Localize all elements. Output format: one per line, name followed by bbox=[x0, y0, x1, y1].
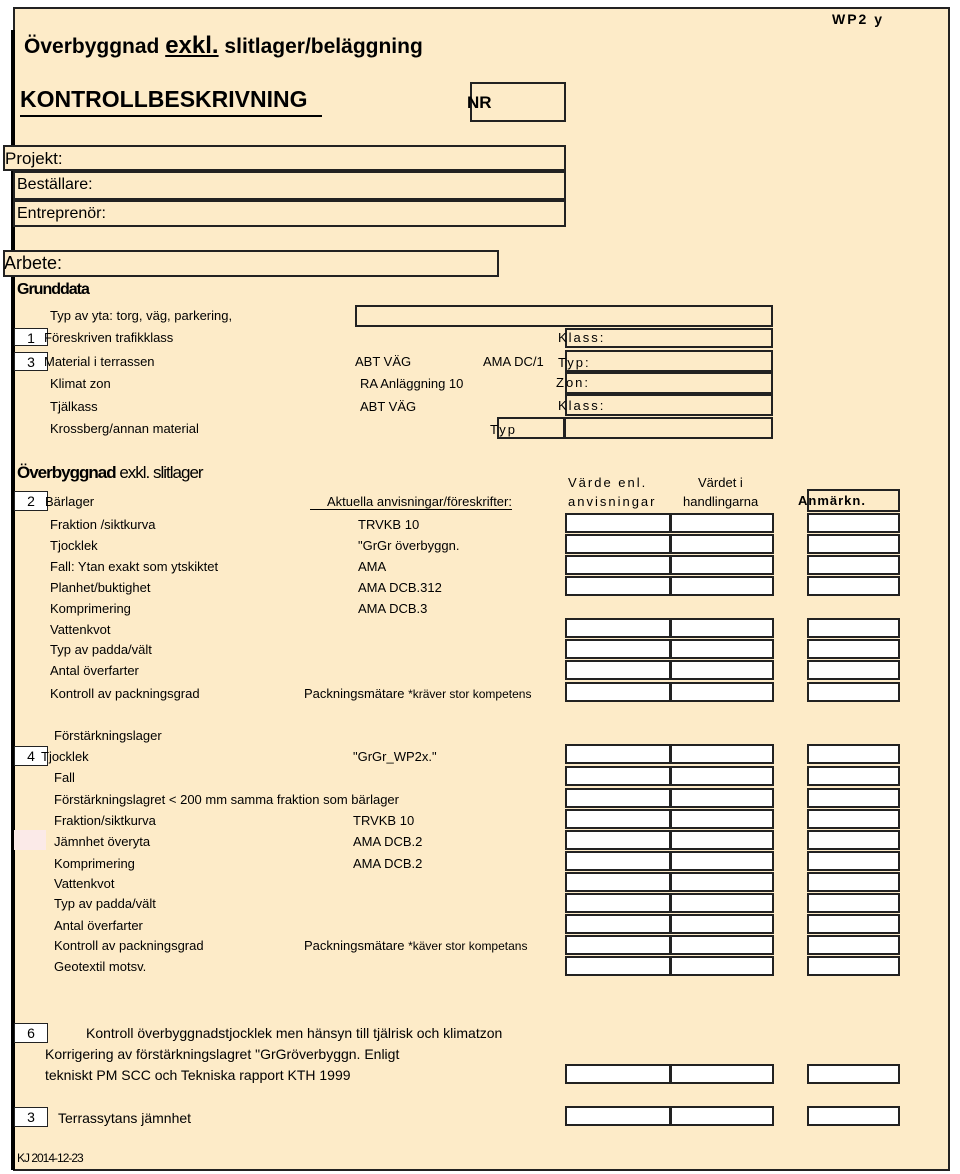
barlager-varde-cell-6[interactable] bbox=[565, 618, 671, 638]
forst-row-4-label: Fraktion/siktkurva bbox=[54, 813, 156, 828]
barlager-label: Bärlager bbox=[45, 494, 95, 509]
highlight-cell bbox=[14, 830, 46, 850]
row-number-3b: 3 bbox=[14, 1107, 48, 1127]
forst-row-6-label: Komprimering bbox=[54, 856, 135, 871]
forst-row-7-label: Vattenkvot bbox=[54, 876, 115, 891]
klass-label-1: Klass: bbox=[558, 330, 606, 345]
barlager-row-7-label: Typ av padda/vält bbox=[50, 642, 152, 657]
row-number-6: 6 bbox=[14, 1023, 48, 1043]
row-number-4: 4 bbox=[14, 746, 48, 766]
forst-handl-cell-5[interactable] bbox=[670, 830, 774, 850]
grunddata-heading: Grunddata bbox=[17, 281, 89, 298]
arbete-field[interactable] bbox=[3, 250, 499, 277]
krossberg-typ-field[interactable] bbox=[497, 417, 773, 439]
forst-row-10-label: Kontroll av packningsgrad bbox=[54, 938, 204, 953]
barlager-row-5-ref: AMA DCB.3 bbox=[358, 601, 428, 616]
krossberg-label: Krossberg/annan material bbox=[50, 421, 199, 436]
forst-anm-cell-10[interactable] bbox=[807, 935, 900, 955]
forst-row-3-label: Förstärkningslagret < 200 mm samma fraktion som bärlager bbox=[54, 792, 399, 807]
forst-varde-cell-11[interactable] bbox=[565, 956, 671, 976]
forst-varde-cell-6[interactable] bbox=[565, 851, 671, 871]
nr-label: NR bbox=[467, 93, 492, 112]
anvisningar-header: Aktuella anvisningar/föreskrifter: bbox=[310, 495, 512, 510]
forst-row-8-label: Typ av padda/vält bbox=[54, 896, 156, 911]
page-title: Överbyggnad exkl. slitlager/beläggning bbox=[24, 32, 423, 59]
forst-varde-cell-1[interactable] bbox=[565, 744, 671, 764]
barlager-row-4-ref: AMA DCB.312 bbox=[358, 580, 442, 595]
bestallare-label: Beställare: bbox=[17, 176, 93, 193]
barlager-handl-cell-9[interactable] bbox=[670, 682, 774, 702]
forst-handl-cell-11[interactable] bbox=[670, 956, 774, 976]
forst-handl-cell-6[interactable] bbox=[670, 851, 774, 871]
material-label: Material i terrassen bbox=[44, 354, 155, 369]
forst-handl-cell-1[interactable] bbox=[670, 744, 774, 764]
barlager-handl-cell-8[interactable] bbox=[670, 660, 774, 680]
forst-row-6-ref: AMA DCB.2 bbox=[353, 856, 423, 871]
barlager-row-1-label: Fraktion /siktkurva bbox=[50, 517, 156, 532]
barlager-varde-cell-8[interactable] bbox=[565, 660, 671, 680]
forst-varde-cell-5[interactable] bbox=[565, 830, 671, 850]
barlager-packningsmatare: Packningsmätare *kräver stor kompetens bbox=[304, 686, 532, 701]
forst-heading: Förstärkningslager bbox=[54, 728, 162, 743]
terrass-anm-cell[interactable] bbox=[807, 1106, 900, 1126]
projekt-label: Projekt: bbox=[5, 149, 63, 168]
forst-handl-cell-10[interactable] bbox=[670, 935, 774, 955]
forst-anm-cell-8[interactable] bbox=[807, 893, 900, 913]
barlager-row-3-ref: AMA bbox=[358, 559, 387, 574]
kontroll-line-3: tekniskt PM SCC och Tekniska rapport KTH 1999 bbox=[45, 1067, 351, 1083]
forst-anm-cell-11[interactable] bbox=[807, 956, 900, 976]
row-number-3: 3 bbox=[14, 352, 48, 371]
typ-av-yta-field[interactable] bbox=[355, 305, 773, 327]
forst-anm-cell-6[interactable] bbox=[807, 851, 900, 871]
forst-row-4-ref: TRVKB 10 bbox=[353, 813, 415, 828]
forst-varde-cell-8[interactable] bbox=[565, 893, 671, 913]
overbyggnad-heading: Överbyggnad exkl. slitlager bbox=[17, 463, 203, 482]
forst-row-5-label: Jämnhet överyta bbox=[54, 834, 151, 849]
forst-anm-cell-7[interactable] bbox=[807, 872, 900, 892]
kontroll-varde-cell[interactable] bbox=[565, 1064, 671, 1084]
barlager-handl-cell-6[interactable] bbox=[670, 618, 774, 638]
typ-av-yta-label: Typ av yta: torg, väg, parkering, bbox=[50, 308, 233, 323]
abt-vag-ref-2: ABT VÄG bbox=[360, 399, 417, 414]
kontroll-anm-cell[interactable] bbox=[807, 1064, 900, 1084]
forst-anm-cell-5[interactable] bbox=[807, 830, 900, 850]
barlager-anm-cell-4[interactable] bbox=[807, 576, 900, 596]
barlager-varde-cell-1[interactable] bbox=[565, 513, 671, 533]
zon-field[interactable] bbox=[565, 372, 773, 394]
arbete-label: Arbete: bbox=[4, 253, 63, 273]
barlager-anm-cell-7[interactable] bbox=[807, 639, 900, 659]
barlager-handl-cell-3[interactable] bbox=[670, 555, 774, 575]
barlager-anm-cell-3[interactable] bbox=[807, 555, 900, 575]
col-header-varde-2: anvisningar bbox=[568, 494, 657, 509]
kontroll-handl-cell[interactable] bbox=[670, 1064, 774, 1084]
barlager-row-9-label: Kontroll av packningsgrad bbox=[50, 686, 200, 701]
forst-handl-cell-3[interactable] bbox=[670, 788, 774, 808]
forst-varde-cell-2[interactable] bbox=[565, 766, 671, 786]
trafikklass-label: Föreskriven trafikklass bbox=[44, 330, 174, 345]
col-header-varde-1: Värde enl. bbox=[568, 475, 648, 490]
forst-handl-cell-2[interactable] bbox=[670, 766, 774, 786]
row-number-1: 1 bbox=[14, 328, 48, 346]
row-number-2: 2 bbox=[14, 491, 48, 511]
col-header-anm: Anmärkn. bbox=[798, 493, 866, 508]
barlager-anm-cell-9[interactable] bbox=[807, 682, 900, 702]
barlager-anm-cell-1[interactable] bbox=[807, 513, 900, 533]
zon-label: Zon: bbox=[556, 375, 591, 390]
forst-varde-cell-10[interactable] bbox=[565, 935, 671, 955]
barlager-anm-cell-6[interactable] bbox=[807, 618, 900, 638]
barlager-row-1-ref: TRVKB 10 bbox=[358, 517, 420, 532]
projekt-field[interactable] bbox=[3, 145, 566, 171]
footer-date: KJ 2014-12-23 bbox=[17, 1151, 83, 1165]
forst-packningsmatare: Packningsmätare *käver stor kompetans bbox=[304, 938, 528, 953]
barlager-varde-cell-3[interactable] bbox=[565, 555, 671, 575]
barlager-row-2-label: Tjocklek bbox=[50, 538, 98, 553]
kontroll-line-2: Korrigering av förstärkningslagret "GrGröverbyggn. Enligt bbox=[45, 1046, 400, 1062]
field-divider bbox=[563, 417, 566, 439]
forst-varde-cell-3[interactable] bbox=[565, 788, 671, 808]
entreprenor-label: Entreprenör: bbox=[17, 205, 106, 222]
bestallare-field[interactable] bbox=[13, 171, 566, 200]
forst-anm-cell-4[interactable] bbox=[807, 809, 900, 829]
barlager-handl-cell-1[interactable] bbox=[670, 513, 774, 533]
page-subtitle: KONTROLLBESKRIVNING bbox=[20, 88, 322, 117]
barlager-varde-cell-4[interactable] bbox=[565, 576, 671, 596]
barlager-row-2-ref: "GrGr överbyggn. bbox=[358, 538, 460, 553]
abt-vag-ref-1: ABT VÄG bbox=[355, 354, 412, 369]
forst-handl-cell-9[interactable] bbox=[670, 914, 774, 934]
col-header-handl-2: handlingarna bbox=[683, 494, 759, 509]
ama-dc-ref: AMA DC/1 bbox=[483, 354, 544, 369]
forst-row-1-ref: "GrGr_WP2x." bbox=[353, 749, 437, 764]
kontroll-line-1: Kontroll överbyggnadstjocklek men hänsyn till tjälrisk och klimatzon bbox=[86, 1025, 503, 1041]
barlager-row-6-label: Vattenkvot bbox=[50, 622, 111, 637]
barlager-handl-cell-7[interactable] bbox=[670, 639, 774, 659]
barlager-handl-cell-4[interactable] bbox=[670, 576, 774, 596]
krossberg-typ-label: Typ bbox=[490, 422, 517, 437]
klimat-zon-label: Klimat zon bbox=[50, 376, 111, 391]
forst-varde-cell-9[interactable] bbox=[565, 914, 671, 934]
forst-anm-cell-9[interactable] bbox=[807, 914, 900, 934]
terrass-handl-cell[interactable] bbox=[670, 1106, 774, 1126]
forst-row-2-label: Fall bbox=[54, 770, 75, 785]
forst-row-11-label: Geotextil motsv. bbox=[54, 959, 147, 974]
form-code: WP2 y bbox=[831, 11, 884, 27]
ra-anlaggning-ref: RA Anläggning 10 bbox=[360, 376, 464, 391]
barlager-handl-cell-2[interactable] bbox=[670, 534, 774, 554]
barlager-anm-cell-2[interactable] bbox=[807, 534, 900, 554]
forst-row-9-label: Antal överfarter bbox=[54, 918, 143, 933]
terrass-label: Terrassytans jämnhet bbox=[58, 1110, 192, 1126]
klass-label-2: Klass: bbox=[558, 398, 606, 413]
forst-row-1-label: Tjocklek bbox=[41, 749, 89, 764]
forst-handl-cell-8[interactable] bbox=[670, 893, 774, 913]
forst-anm-cell-2[interactable] bbox=[807, 766, 900, 786]
barlager-row-3-label: Fall: Ytan exakt som ytskiktet bbox=[50, 559, 219, 574]
forst-handl-cell-4[interactable] bbox=[670, 809, 774, 829]
forst-varde-cell-7[interactable] bbox=[565, 872, 671, 892]
forst-handl-cell-7[interactable] bbox=[670, 872, 774, 892]
terrass-varde-cell[interactable] bbox=[565, 1106, 671, 1126]
forst-anm-cell-1[interactable] bbox=[807, 744, 900, 764]
barlager-anm-cell-8[interactable] bbox=[807, 660, 900, 680]
barlager-row-5-label: Komprimering bbox=[50, 601, 131, 616]
forst-anm-cell-3[interactable] bbox=[807, 788, 900, 808]
forst-row-5-ref: AMA DCB.2 bbox=[353, 834, 423, 849]
barlager-varde-cell-9[interactable] bbox=[565, 682, 671, 702]
barlager-varde-cell-2[interactable] bbox=[565, 534, 671, 554]
barlager-row-4-label: Planhet/buktighet bbox=[50, 580, 151, 595]
col-header-handl-1: Värdet i bbox=[698, 475, 743, 490]
tjalkass-label: Tjälkass bbox=[50, 399, 98, 414]
barlager-row-8-label: Antal överfarter bbox=[50, 663, 139, 678]
typ-label: Typ: bbox=[558, 355, 591, 370]
forst-varde-cell-4[interactable] bbox=[565, 809, 671, 829]
typ-field[interactable] bbox=[565, 350, 773, 372]
barlager-varde-cell-7[interactable] bbox=[565, 639, 671, 659]
